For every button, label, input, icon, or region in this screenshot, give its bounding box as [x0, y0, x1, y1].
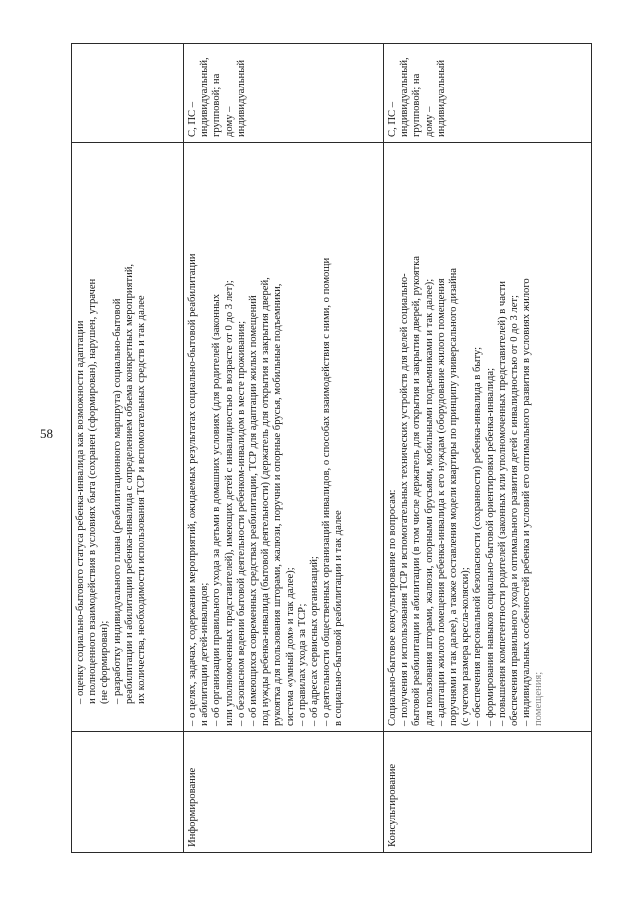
- content-line: их количества, необходимости использования ТСР и вспомогательных средств и так далее: [136, 295, 148, 704]
- content-line: для пользования шторами, жалюзи, опорными брусьями, мобильными подъемниками и так далее);: [423, 278, 435, 726]
- table-row: [184, 44, 384, 853]
- service-content-cell: [184, 143, 384, 732]
- rotated-page-content: [71, 43, 591, 853]
- content-line: – о деятельности общественных организаций инвалидов, о способах взаимодействия с ними, о помощи: [321, 257, 333, 726]
- content-line: – формирования навыков социально-бытовой ориентировки ребенка-инвалида;: [484, 367, 496, 726]
- content-line: – оценку социально-бытового статуса ребенка-инвалида как возможности адаптации: [75, 320, 86, 704]
- service-type-cell: Информирование: [184, 732, 384, 853]
- service-content-cell: [72, 143, 184, 732]
- content-line: реабилитации и абилитации ребенка-инвалида с определением объема конкретных мероприятий,: [123, 263, 135, 704]
- content-line: – повышения компетентности родителей (законных или уполномоченных представителей) в части: [496, 281, 508, 726]
- services-table: [71, 43, 592, 853]
- table-body: [72, 44, 592, 853]
- content-line: помещения;: [533, 671, 545, 726]
- table-row: [72, 44, 184, 853]
- content-line: – обеспечения персональной безопасности (сохранности) ребенка-инвалида в быту;: [472, 346, 484, 726]
- content-line: система «умный дом» и так далее);: [284, 567, 296, 726]
- content-line: – об организации правильного ухода за детьми в домашних условиях (для родителей (законных: [211, 293, 223, 726]
- content-line: – об адресах сервисных организаций;: [309, 556, 321, 726]
- content-line: Социально-бытовое консультирование по вопросам:: [387, 489, 398, 726]
- content-line: – о безопасном ведении бытовой деятельности ребенком-инвалидом в месте проживания;: [235, 320, 247, 726]
- content-line: и абилитации детей-инвалидов;: [199, 582, 211, 726]
- table-row: [384, 44, 592, 853]
- service-type-cell: Консультирование: [384, 732, 592, 853]
- content-line: под нужды ребенка-инвалида (бытовой деятельности) (держатель для открытия и закрытия дверей,: [260, 277, 272, 726]
- content-line: – разработку индивидуального плана (реабилитационного маршрута) социально-бытовой: [111, 298, 123, 704]
- content-line: поручнями и так далее), а также составления модели квартиры по принципу универсального дизайна: [448, 267, 460, 726]
- content-line: – об имеющихся современных средствах реабилитации, ТСР для адаптации жилых помещений: [248, 295, 260, 726]
- content-line: (с учетом размера кресла-коляски);: [460, 567, 472, 726]
- content-line: – о целях, задачах, содержании мероприятий, ожидаемых результатах социально-бытовой реабилитации: [187, 253, 198, 726]
- content-line: бытовой реабилитации и абилитации (в том числе держатель для открытия и закрытия дверей, рукоятка: [411, 256, 423, 726]
- content-line: – получения и использования ТСР и вспомогательных технических устройств для целей социально-: [399, 273, 411, 726]
- content-line: – адаптации жилого помещения ребенка-инвалида к его нуждам (оборудование жилого помещения: [435, 278, 447, 726]
- content-line: обеспечения правильного ухода и оптимального развития детей с инвалидностью от 0 до 3 лет;: [509, 295, 521, 726]
- service-content-cell: [384, 143, 592, 732]
- content-line: рукоятка для пользования шторами, жалюзи, поручни и опорные брусья, мобильные подъемники,: [272, 283, 284, 726]
- content-line: или уполномоченных представителей), имеющих детей с инвалидностью в возрасте от 0 до 3 лет);: [223, 280, 235, 726]
- service-type-cell: [72, 732, 184, 853]
- content-line: – о правилах ухода за ТСР;: [296, 603, 308, 726]
- page-number: 58: [40, 426, 53, 441]
- content-line: – индивидуальных особенностей ребенка и условий его оптимального развития в условиях жилого: [521, 278, 533, 726]
- content-line: и полноценного взаимодействия в условиях быта (сохранен (сформирован), нарушен, утрачен: [87, 278, 99, 704]
- service-form-cell: С, ПС – индивидуальный, групповой; на дому – индивидуальный: [384, 44, 592, 143]
- service-form-cell: С, ПС – индивидуальный, групповой; на дому – индивидуальный: [184, 44, 384, 143]
- content-line: в социально-бытовой реабилитации и так далее: [333, 510, 345, 726]
- service-form-cell: [72, 44, 184, 143]
- content-line: (не сформирован);: [99, 620, 111, 704]
